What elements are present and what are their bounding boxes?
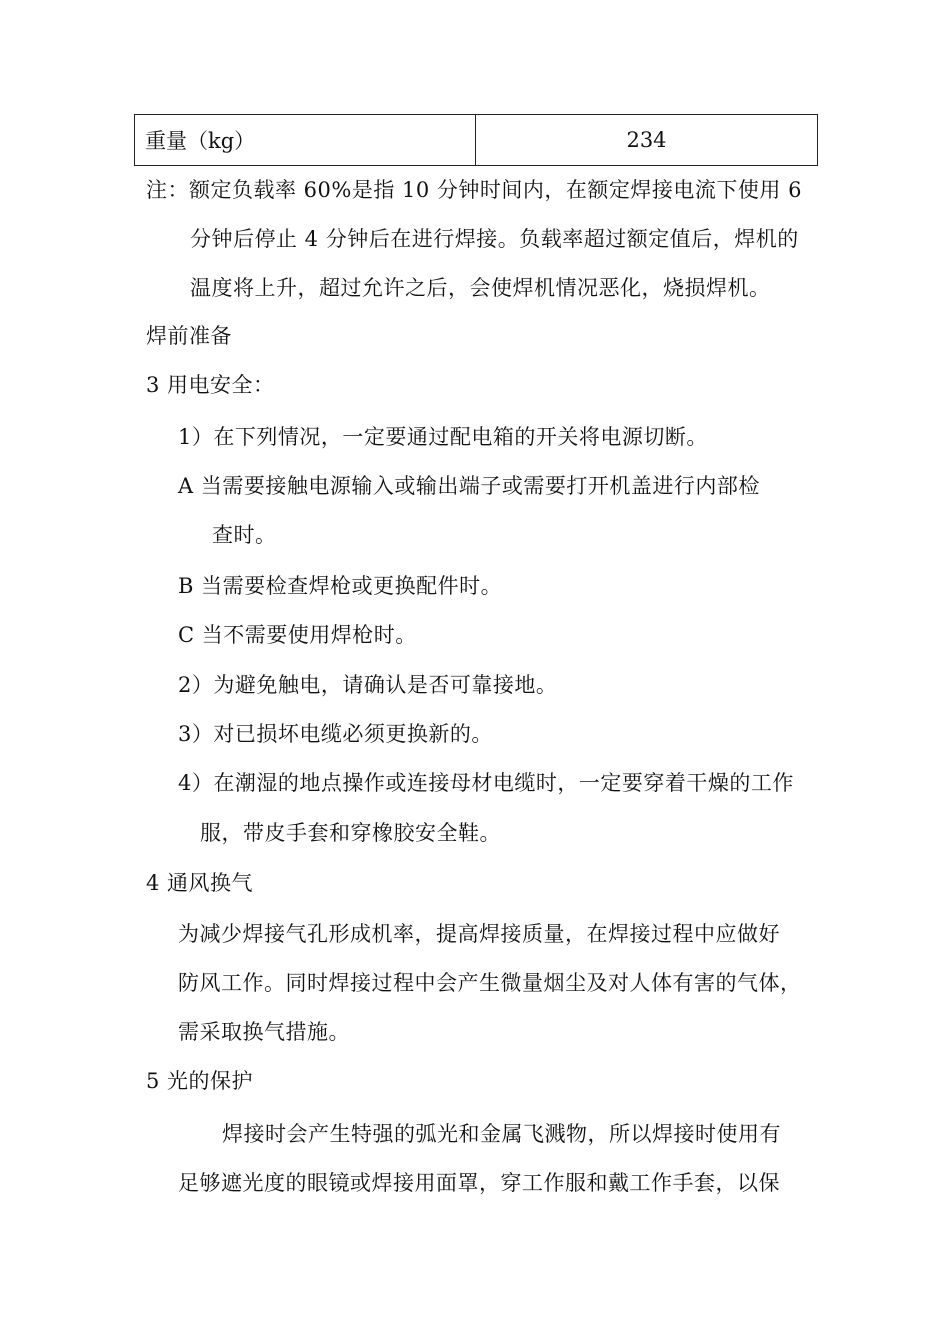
section-4-body-line-2: 防风工作。同时焊接过程中会产生微量烟尘及对人体有害的气体， xyxy=(178,971,802,995)
section-3-item-3: 3）对已损坏电缆必须更换新的。 xyxy=(178,722,493,746)
spec-table xyxy=(134,114,818,166)
prep-heading: 焊前准备 xyxy=(146,324,232,348)
section-5-body-line-2: 足够遮光度的眼镜或焊接用面罩，穿工作服和戴工作手套，以保 xyxy=(178,1171,780,1195)
section-3-item-2: 2）为避免触电，请确认是否可靠接地。 xyxy=(178,673,558,697)
weight-label-cell: 重量（kg） xyxy=(135,115,476,166)
section-5-body-line-1: 焊接时会产生特强的弧光和金属飞溅物，所以焊接时使用有 xyxy=(222,1122,781,1146)
section-4-body-line-1: 为减少焊接气孔形成机率，提高焊接质量，在焊接过程中应做好 xyxy=(178,922,780,946)
section-3-item-b: B 当需要检查焊枪或更换配件时。 xyxy=(178,574,503,598)
note-line-3: 温度将上升，超过允许之后，会使焊机情况恶化，烧损焊机。 xyxy=(190,276,771,300)
section-3-item-1: 1）在下列情况，一定要通过配电箱的开关将电源切断。 xyxy=(178,425,708,449)
table-row xyxy=(135,115,818,166)
note-line-1: 注：额定负载率 60%是指 10 分钟时间内，在额定焊接电流下使用 6 xyxy=(146,178,802,202)
section-3-item-4-line-1: 4）在潮湿的地点操作或连接母材电缆时，一定要穿着干燥的工作 xyxy=(178,771,794,795)
note-line-2: 分钟后停止 4 分钟后在进行焊接。负载率超过额定值后，焊机的 xyxy=(190,227,799,251)
section-4-body-line-3: 需采取换气措施。 xyxy=(178,1020,350,1044)
weight-value-cell: 234 xyxy=(476,115,818,166)
section-3-item-a-line-1: A 当需要接触电源输入或输出端子或需要打开机盖进行内部检 xyxy=(178,474,760,498)
section-3-item-a-line-2: 查时。 xyxy=(212,523,277,547)
section-3-heading: 3 用电安全： xyxy=(146,373,275,397)
section-5-heading: 5 光的保护 xyxy=(146,1069,254,1093)
section-3-item-4-line-2: 服，带皮手套和穿橡胶安全鞋。 xyxy=(200,821,501,845)
section-4-heading: 4 通风换气 xyxy=(146,871,254,895)
section-3-item-c: C 当不需要使用焊枪时。 xyxy=(178,623,417,647)
